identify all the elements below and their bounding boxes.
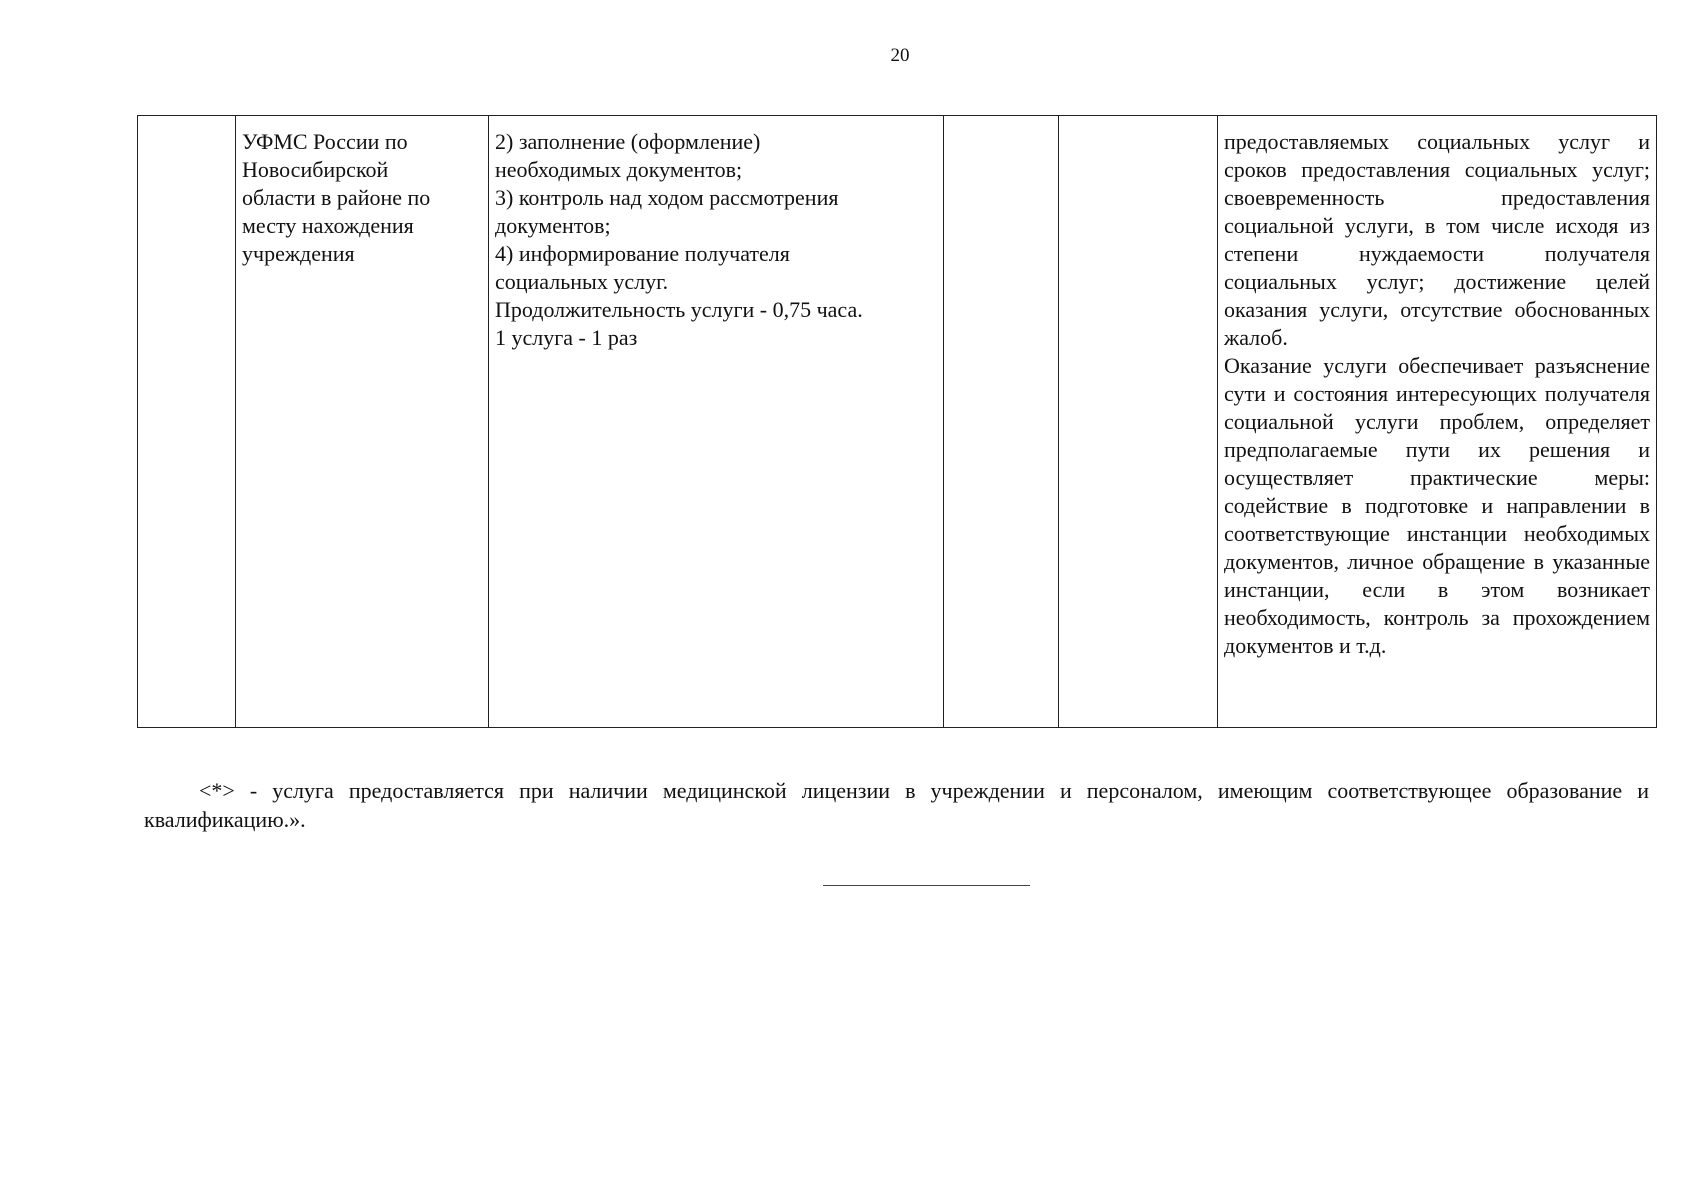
table-cell-organization (236, 116, 489, 728)
table-cell-quality-criteria (1218, 116, 1657, 728)
table-row (138, 116, 1657, 728)
page-number: 20 (890, 45, 910, 66)
quality-criteria-paragraph-2: Оказание услуги обеспечивает разъяснение сути и состояния интересующих получателя социальной услуги проблем, определяет предполагаемые пути их решения и осуществляет практические меры: содействие в подготовке и направлении в соответствующие инстанции необходимых документов, личное обращение в указанные инстанции, если в этом возникает необходимость, контроль за прохождением документов и т.д. (1224, 353, 1650, 658)
footnote: <*> - услуга предоставляется при наличии медицинской лицензии в учреждении и персоналом, имеющим соответствующее образование и квалификацию.». (144, 778, 1649, 832)
end-divider (823, 885, 1030, 886)
table-cell-empty-1 (944, 116, 1059, 728)
table-cell-number (138, 116, 236, 728)
table-cell-empty-2 (1059, 116, 1218, 728)
service-description-text: 2) заполнение (оформление) необходимых документов; 3) контроль над ходом рассмотрения документов; 4) информирование получателя социальных услуг. Продолжительность услуги - 0,75 часа. 1 услуга - 1 раз (495, 129, 863, 350)
quality-criteria-paragraph-1: предоставляемых социальных услуг и сроков предоставления социальных услуг; своевременность предоставления социальной услуги, в том числе исходя из степени нуждаемости получателя социальных услуг; достижение целей оказания услуги, отсутствие обоснованных жалоб. (1224, 129, 1650, 350)
table-cell-service-description (489, 116, 944, 728)
services-table (137, 115, 1657, 728)
organization-text: УФМС России по Новосибирской области в районе по месту нахождения учреждения (242, 129, 431, 266)
